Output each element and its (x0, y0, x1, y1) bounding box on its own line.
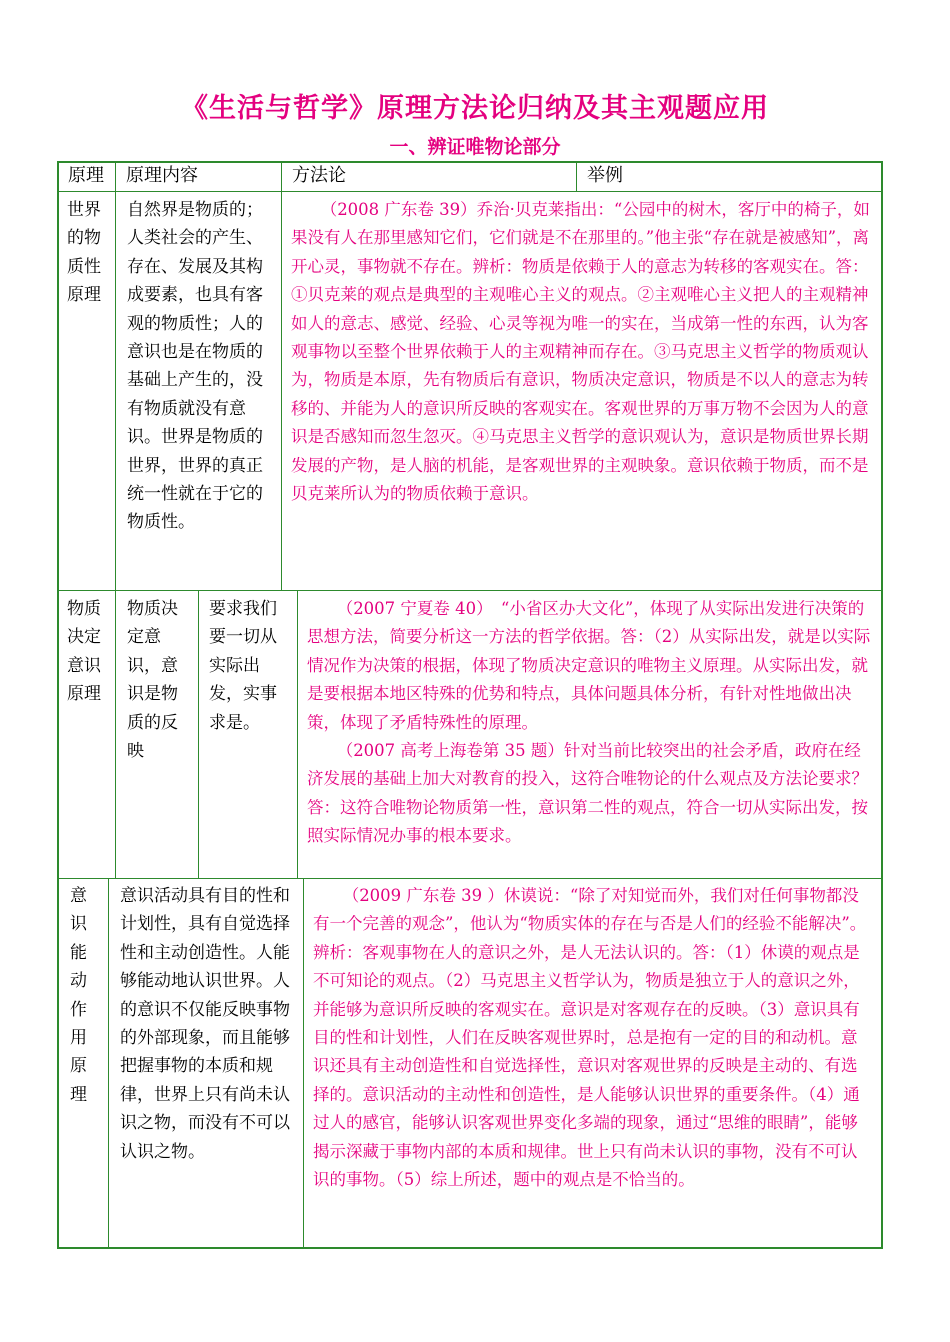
row2-content-cell (115, 590, 199, 879)
header-examples-label: 举例 (587, 165, 623, 186)
section-title: 一、辨证唯物论部分 (389, 136, 561, 158)
row1-principle: 世界的物质性原理 (67, 200, 101, 306)
row3-principle-cell (57, 878, 109, 1249)
row2-methodology: 要求我们要一切从实际出发，实事求是。 (209, 599, 277, 733)
row2-example-1: （2007 宁夏卷 40） “小省区办大文化”，体现了从实际出发进行决策的思想方法，简要分析这一方法的哲学依据。答：（2）从实际出发，就是以实际情况作为决策的根据，体现了物质决定意识的唯物主义原理。从实际出发，就是要根据本地区特殊的优势和特点，具体问题具体分析，有针对性地做出决策，体现了矛盾特殊性的原理。 (307, 599, 871, 732)
header-content-label: 原理内容 (126, 165, 198, 186)
header-methodology-label: 方法论 (292, 165, 346, 186)
row2-content: 物质决定意识，意识是物质的反映 (127, 599, 178, 762)
row2-principle: 物质决定意识原理 (67, 599, 101, 705)
row2-principle-cell (57, 590, 116, 879)
header-cell-content (115, 161, 282, 192)
row2-example-2: （2007 高考上海卷第 35 题）针对当前比较突出的社会矛盾，政府在经济发展的基础上加大对教育的投入，这符合唯物论的什么观点及方法论要求？答：这符合唯物论物质第一性，意识第二性的观点，符合一切从实际出发，按照实际情况办事的根本要求。 (307, 741, 868, 846)
header-cell-examples (576, 161, 883, 192)
row3-example-1: （2009 广东卷 39 ）休谟说：“除了对知觉而外，我们对任何事物都没有一个完善的观念”，他认为“物质实体的存在与否是人们的经验不能解决”。 辨析：客观事物在人的意识之外，是人无法认识的。答：（1）休谟的观点是不可知论的观点。（2）马克思主义哲学认为，物质是独立于人的意识之外，并能够为意识所反映的客观实在。意识是对客观存在的反映。（3）意识具有目的性和计划性，人们在反映客观世界时，总是抱有一定的目的和动机。意识还具有主动创造性和自觉选择性，意识对客观世界的反映是主动的、有选择的。意识活动的主动性和创造性，是人能够认识世界的重要条件。（4）通过人的感官，能够认识客观世界变化多端的现象，通过“思维的眼睛”，能够揭示深藏于事物内部的本质和规律。世上只有尚未认识的事物，没有不可认识的事物。（5）综上所述，题中的观点是不恰当的。 (313, 886, 867, 1190)
row2-methodology-cell (198, 590, 298, 879)
page-title: 《生活与哲学》原理方法论归纳及其主观题应用 (181, 93, 769, 124)
row3-content-cell (108, 878, 304, 1249)
row1-content-cell (115, 191, 282, 591)
header-cell-methodology (281, 161, 577, 192)
row3-content: 意识活动具有目的性和计划性，具有自觉选择性和主动创造性。人能够能动地认识世界。人的意识不仅能反映事物的外部现象，而且能够把握事物的本质和规律，世界上只有尚未认识之物，而没有不可以认识之物。 (120, 886, 290, 1162)
row1-content: 自然界是物质的；人类社会的产生、存在、发展及其构成要素，也具有客观的物质性；人的意识也是在物质的基础上产生的，没有物质就没有意识。世界是物质的世界，世界的真正统一性就在于它的物质性。 (127, 200, 263, 533)
row1-example-1: （2008 广东卷 39）乔治·贝克莱指出：“公园中的树木，客厅中的椅子，如果没有人在那里感知它们，它们就是不在那里的。”他主张“存在就是被感知”，离开心灵，事物就不存在。辨析：物质是依赖于人的意志为转移的客观实在。答：①贝克莱的观点是典型的主观唯心主义的观点。②主观唯心主义把人的主观精神如人的意志、感觉、经验、心灵等视为唯一的实在，当成第一性的东西，认为客观事物以至整个世界依赖于人的主观精神而存在。③马克思主义哲学的物质观认为，物质是本原，先有物质后有意识，物质决定意识，物质是不以人的意志为转移的、并能为人的意识所反映的客观实在。客观世界的万事万物不会因为人的意识是否感知而忽生忽灭。④马克思主义哲学的意识观认为，意识是物质世界长期发展的产物，是人脑的机能，是客观世界的主观映象。意识依赖于物质，而不是贝克莱所认为的物质依赖于意识。 (291, 200, 870, 504)
row1-principle-cell (57, 191, 116, 591)
row3-principle: 意识能动作用原理 (70, 886, 87, 1105)
header-cell-principle (57, 161, 116, 192)
row2-example-cell (297, 590, 883, 879)
row3-example-cell (303, 878, 883, 1249)
header-principle-label: 原理 (68, 165, 104, 186)
row1-example-cell (281, 191, 883, 591)
